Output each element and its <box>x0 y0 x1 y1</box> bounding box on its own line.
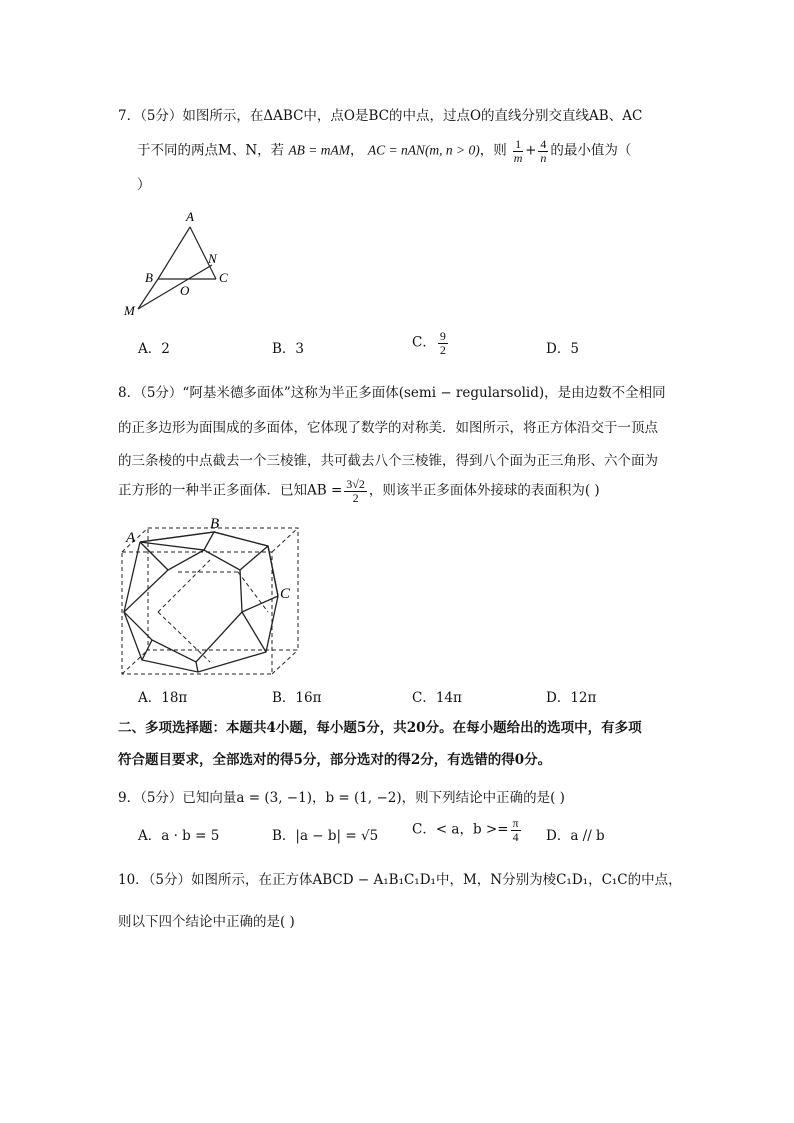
q7-label-O: O <box>180 283 190 298</box>
q7-option-C[interactable]: C． $\frac{9}{2}$ <box>412 329 446 357</box>
q7-label-M: M <box>124 303 135 318</box>
q7-triangle-figure <box>118 205 238 320</box>
q9-option-C[interactable]: C．< a，b >= $\frac{\pi}{4}$ <box>412 816 519 844</box>
q8-option-C[interactable]: C．14π <box>412 690 462 706</box>
q7-option-D[interactable]: D．5 <box>546 341 579 357</box>
q7-label-A: A <box>186 209 194 224</box>
q8-option-D[interactable]: D．12π <box>546 690 597 706</box>
q7-frac2: $\frac{4}{n}$ <box>540 137 547 165</box>
q7-cond2: AC = nAN(m, n > 0) <box>367 142 480 158</box>
q9-option-A[interactable]: A．a · b = 5 <box>138 828 220 844</box>
q8-line2: 的正多边形为面围成的多面体，它体现了数学的对称美．如图所示，将正方体沿交于一顶点 <box>118 420 658 436</box>
q7-line2: 于不同的两点M、N，若 AB = mAM， AC = nAN(m, n > 0)，则 $\frac{1}{m}$ + $\frac{4}{n}$ 的最小值为（ <box>137 137 632 165</box>
q8-polyhedron-figure <box>118 512 303 682</box>
q10-line2: 则以下四个结论中正确的是( ) <box>118 914 295 930</box>
q7-label-C: C <box>219 270 228 285</box>
q7-option-B[interactable]: B．3 <box>272 341 305 357</box>
q9-line1: 9．（5分）已知向量a = (3, −1)，b = (1, −2)，则下列结论中正确的是( ) <box>118 790 565 806</box>
section2-line2: 符合题目要求，全部选对的得5分，部分选对的得2分，有选错的得0分。 <box>118 752 552 768</box>
q7-label-B: B <box>145 270 153 285</box>
q8-option-B[interactable]: B．16π <box>272 690 322 706</box>
q7-cond1: AB = mAM <box>288 142 351 158</box>
q8-label-A: A <box>126 530 136 546</box>
q8-line3: 的三条棱的中点截去一个三棱锥，共可截去八个三棱锥，得到八个面为正三角形、六个面为 <box>118 453 658 469</box>
q9-option-B[interactable]: B．|a − b| = √5 <box>272 828 379 844</box>
q7-line3: ） <box>137 177 151 193</box>
q7-label-N: N <box>208 251 217 266</box>
q8-label-C: C <box>280 586 291 602</box>
q8-label-B: B <box>210 516 220 532</box>
q8-option-A[interactable]: A．18π <box>138 690 188 706</box>
q7-line1: 7．（5分）如图所示，在ΔABC中，点O是BC的中点，过点O的直线分别交直线AB、AC <box>118 108 643 124</box>
q8-line1: 8．（5分）“阿基米德多面体”这称为半正多面体(semi − regularsolid)，是由边数不全相同 <box>118 385 666 401</box>
q9-option-D[interactable]: D．a // b <box>546 828 605 844</box>
q7-option-A[interactable]: A．2 <box>138 341 170 357</box>
q10-line1: 10．（5分）如图所示，在正方体ABCD − A₁B₁C₁D₁中，M，N分别为棱C₁D₁，C₁C的中点， <box>118 872 682 888</box>
q7-frac1: $\frac{1}{m}$ <box>513 137 523 165</box>
section2-line1: 二、多项选择题：本题共4小题，每小题5分，共20分。在每小题给出的选项中，有多项 <box>118 720 642 736</box>
q8-line4: 正方形的一种半正多面体．已知AB = $\frac{3√2}{2}$ ，则该半正多面体外接球的表面积为( ) <box>118 477 600 505</box>
